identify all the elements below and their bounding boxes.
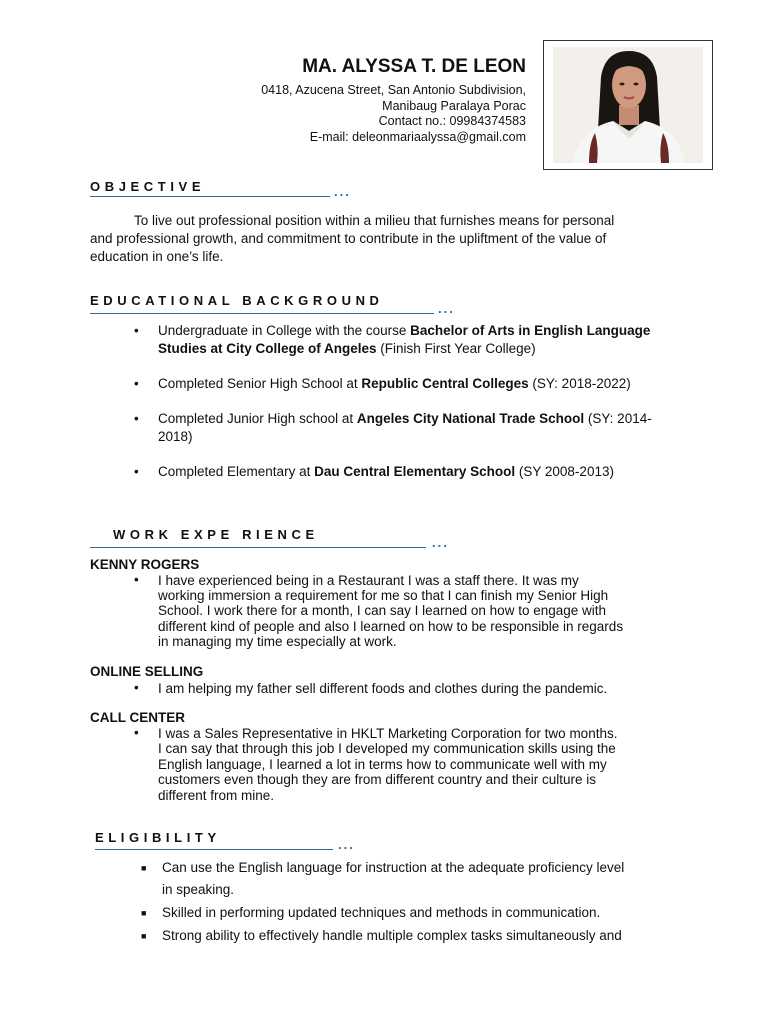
education-item: • Completed Junior High school at Angeles City National Trade School (SY: 2014-2018) (158, 410, 678, 446)
eligibility-item-1-line-1: Can use the English language for instruction at the adequate proficiency level (162, 860, 625, 875)
profile-photo-frame (543, 40, 713, 170)
eligibility-item-1-line-2: in speaking. (162, 882, 235, 897)
eligibility-heading: ELIGIBILITY (95, 830, 221, 845)
eligibility-bullet: ■ (141, 931, 147, 941)
job-bullet: • (134, 680, 139, 695)
job-detail-line: I am helping my father sell different foods and clothes during the pandemic. (158, 681, 608, 696)
eligibility-dots: ... (338, 837, 355, 852)
work-rule (90, 547, 426, 548)
education-item: • Completed Elementary at Dau Central Elementary School (SY 2008-2013) (158, 463, 678, 481)
profile-photo (553, 47, 703, 163)
education-rule (90, 313, 434, 314)
job-detail-line: different from mine. (158, 788, 275, 803)
education-list (158, 322, 678, 481)
eligibility-rule (95, 849, 333, 850)
objective-line-3: education in one’s life. (90, 249, 224, 264)
work-dots: ... (432, 535, 449, 550)
contact-number: Contact no.: 09984374583 (378, 114, 526, 128)
objective-line-1: To live out professional position within a milieu that furnishes means for personal (134, 213, 615, 228)
job-detail-line: I have experienced being in a Restaurant I was a staff there. It was my (158, 573, 579, 588)
job-bullet: • (134, 725, 139, 740)
job-detail-line: School. I work there for a month, I can say I learned on how to engage with (158, 603, 607, 618)
address-line-1: 0418, Azucena Street, San Antonio Subdivision, (261, 83, 526, 97)
job-detail-line: in managing my time especially at work. (158, 634, 397, 649)
objective-heading: OBJECTIVE (90, 179, 206, 194)
objective-dots: ... (334, 184, 351, 199)
eligibility-item-3: Strong ability to effectively handle multiple complex tasks simultaneously and (162, 928, 622, 943)
education-item: • Undergraduate in College with the course Bachelor of Arts in English Language Studies at City College of Angeles (Finish First Year College) (158, 322, 678, 358)
job-title-online-selling: ONLINE SELLING (90, 664, 204, 679)
education-dots: ... (438, 301, 455, 316)
job-title-kenny-rogers: KENNY ROGERS (90, 557, 200, 572)
job-detail-line: I was a Sales Representative in HKLT Marketing Corporation for two months. (158, 726, 618, 741)
education-item: • Completed Senior High School at Republic Central Colleges (SY: 2018-2022) (158, 375, 678, 393)
eligibility-bullet: ■ (141, 863, 147, 873)
address-line-2: Manibaug Paralaya Porac (382, 99, 526, 113)
job-detail-line: different kind of people and also I learned on how to be responsible in regards (158, 619, 624, 634)
job-detail-line: English language, I learned a lot in terms how to communicate well with my (158, 757, 607, 772)
job-detail-line: customers even though they are from different country and their culture is (158, 772, 596, 787)
job-detail-line: working immersion a requirement for me so that I can finish my Senior High (158, 588, 609, 603)
job-title-call-center: CALL CENTER (90, 710, 186, 725)
objective-line-2: and professional growth, and commitment to contribute in the upliftment of the value of (90, 231, 607, 246)
education-heading: EDUCATIONAL BACKGROUND (90, 293, 384, 308)
eligibility-item-2: Skilled in performing updated techniques and methods in communication. (162, 905, 601, 920)
objective-rule (90, 196, 330, 197)
email-address: E-mail: deleonmariaalyssa@gmail.com (309, 130, 526, 144)
work-heading: WORK EXPE RIENCE (113, 527, 319, 542)
candidate-name: MA. ALYSSA T. DE LEON (302, 56, 526, 77)
job-bullet: • (134, 572, 139, 587)
job-detail-line: I can say that through this job I developed my communication skills using the (158, 741, 616, 756)
eligibility-bullet: ■ (141, 908, 147, 918)
